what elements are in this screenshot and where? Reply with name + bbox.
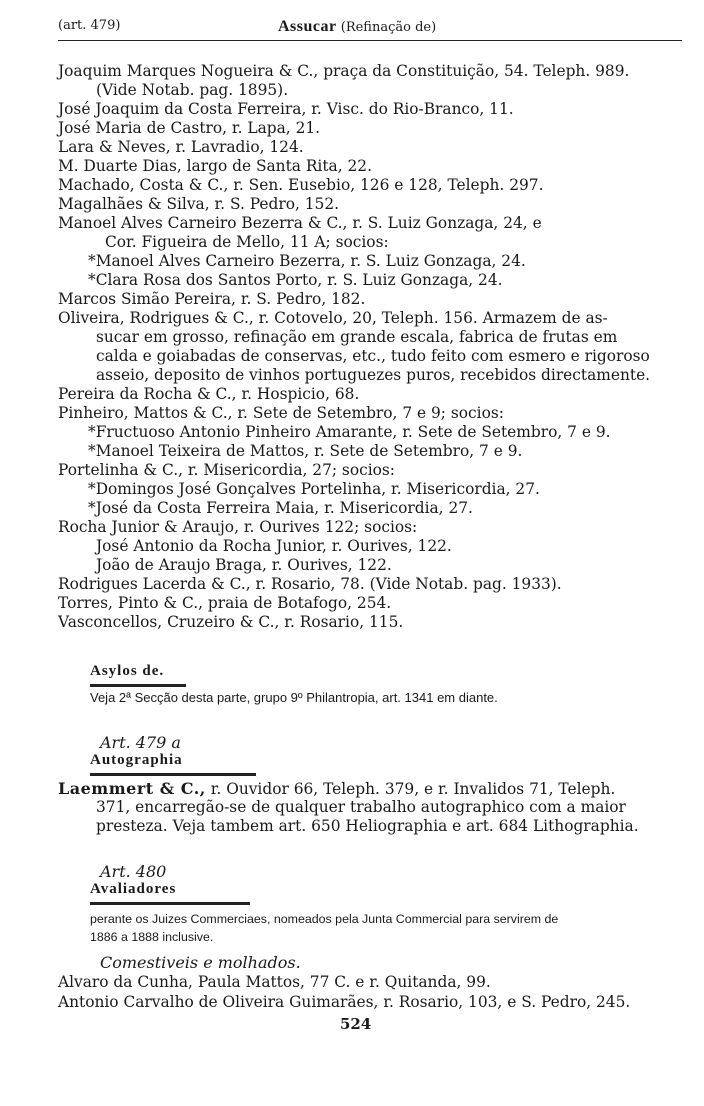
section-rule bbox=[90, 902, 250, 905]
autographia-line1: r. Ouvidor 66, Teleph. 379, e r. Invalidos 71, Teleph. bbox=[210, 780, 616, 798]
autographia-line bbox=[58, 779, 615, 799]
entry-line: Lara & Neves, r. Lavradio, 124. bbox=[58, 138, 304, 156]
entry-line: *Manoel Alves Carneiro Bezerra, r. S. Luiz Gonzaga, 24. bbox=[88, 252, 526, 270]
entry-line: João de Araujo Braga, r. Ourives, 122. bbox=[96, 556, 392, 574]
entry-line: Pinheiro, Mattos & C., r. Sete de Setembro, 7 e 9; socios: bbox=[58, 404, 504, 422]
entry-line: Machado, Costa & C., r. Sen. Eusebio, 126 e 128, Teleph. 297. bbox=[58, 176, 544, 194]
header-article: (art. 479) bbox=[58, 18, 121, 33]
entry-line: Antonio Carvalho de Oliveira Guimarães, r. Rosario, 103, e S. Pedro, 245. bbox=[58, 993, 631, 1011]
entry-line: Portelinha & C., r. Misericordia, 27; socios: bbox=[58, 461, 395, 479]
entry-line: Oliveira, Rodrigues & C., r. Cotovelo, 20, Teleph. 156. Armazem de as- bbox=[58, 309, 608, 327]
entry-line: Cor. Figueira de Mello, 11 A; socios: bbox=[105, 233, 389, 251]
entry-line: asseio, deposito de vinhos portuguezes puros, recebidos directamente. bbox=[96, 366, 651, 384]
entry-line: Magalhães & Silva, r. S. Pedro, 152. bbox=[58, 195, 340, 213]
entry-line: Marcos Simão Pereira, r. S. Pedro, 182. bbox=[58, 290, 366, 308]
autographia-line3: presteza. Veja tambem art. 650 Heliographia e art. 684 Lithographia. bbox=[96, 817, 639, 835]
section-title-autographia: Autographia bbox=[90, 752, 183, 768]
entry-line: José Joaquim da Costa Ferreira, r. Visc. do Rio-Branco, 11. bbox=[58, 100, 514, 118]
entry-line: Joaquim Marques Nogueira & C., praça da Constituição, 54. Teleph. 989. bbox=[58, 62, 630, 80]
header-title-main: Assucar bbox=[278, 18, 337, 35]
entry-line: (Vide Notab. pag. 1895). bbox=[96, 81, 289, 99]
asylos-text: Veja 2ª Secção desta parte, grupo 9º Philantropia, art. 1341 em diante. bbox=[90, 690, 498, 705]
entry-line: *Fructuoso Antonio Pinheiro Amarante, r. Sete de Setembro, 7 e 9. bbox=[88, 423, 611, 441]
avaliadores-subhead: Comestiveis e molhados. bbox=[100, 953, 301, 972]
entry-line: José Maria de Castro, r. Lapa, 21. bbox=[58, 119, 321, 137]
section-title-avaliadores: Avaliadores bbox=[90, 881, 177, 897]
autographia-line2: 371, encarregão-se de qualquer trabalho autographico com a maior bbox=[96, 798, 626, 816]
running-header bbox=[58, 18, 686, 38]
entry-line: *Clara Rosa dos Santos Porto, r. S. Luiz Gonzaga, 24. bbox=[88, 271, 503, 289]
entry-line: Rocha Junior & Araujo, r. Ourives 122; socios: bbox=[58, 518, 418, 536]
header-title bbox=[278, 18, 436, 36]
entry-line: M. Duarte Dias, largo de Santa Rita, 22. bbox=[58, 157, 372, 175]
article-number: Art. 479 a bbox=[100, 733, 181, 752]
avaliadores-line1: perante os Juizes Commerciaes, nomeados pela Junta Commercial para servirem de bbox=[90, 912, 559, 926]
entry-line: Pereira da Rocha & C., r. Hospicio, 68. bbox=[58, 385, 360, 403]
page-number: 524 bbox=[340, 1015, 372, 1033]
section-rule bbox=[90, 684, 186, 687]
entry-line: Manoel Alves Carneiro Bezerra & C., r. S. Luiz Gonzaga, 24, e bbox=[58, 214, 542, 232]
section-title-asylos: Asylos de. bbox=[90, 663, 165, 679]
entry-line: *Manoel Teixeira de Mattos, r. Sete de Setembro, 7 e 9. bbox=[88, 442, 523, 460]
entry-line: Torres, Pinto & C., praia de Botafogo, 254. bbox=[58, 594, 392, 612]
entry-line: calda e goiabadas de conservas, etc., tudo feito com esmero e rigoroso bbox=[96, 347, 650, 365]
entry-line: Rodrigues Lacerda & C., r. Rosario, 78. (Vide Notab. pag. 1933). bbox=[58, 575, 562, 593]
entry-line: sucar em grosso, refinação em grande escala, fabrica de frutas em bbox=[96, 328, 618, 346]
entry-line: José Antonio da Rocha Junior, r. Ourives, 122. bbox=[96, 537, 452, 555]
entry-line: Vasconcellos, Cruzeiro & C., r. Rosario, 115. bbox=[58, 613, 404, 631]
entry-line: *José da Costa Ferreira Maia, r. Misericordia, 27. bbox=[88, 499, 473, 517]
header-rule bbox=[58, 40, 682, 41]
firm-name: Laemmert & C., bbox=[58, 779, 206, 798]
entry-line: Alvaro da Cunha, Paula Mattos, 77 C. e r. Quitanda, 99. bbox=[58, 973, 491, 991]
avaliadores-line2: 1886 a 1888 inclusive. bbox=[90, 930, 214, 944]
section-rule bbox=[90, 773, 256, 776]
header-title-sub: (Refinação de) bbox=[340, 20, 437, 35]
article-number: Art. 480 bbox=[100, 862, 167, 881]
entry-line: *Domingos José Gonçalves Portelinha, r. Misericordia, 27. bbox=[88, 480, 540, 498]
